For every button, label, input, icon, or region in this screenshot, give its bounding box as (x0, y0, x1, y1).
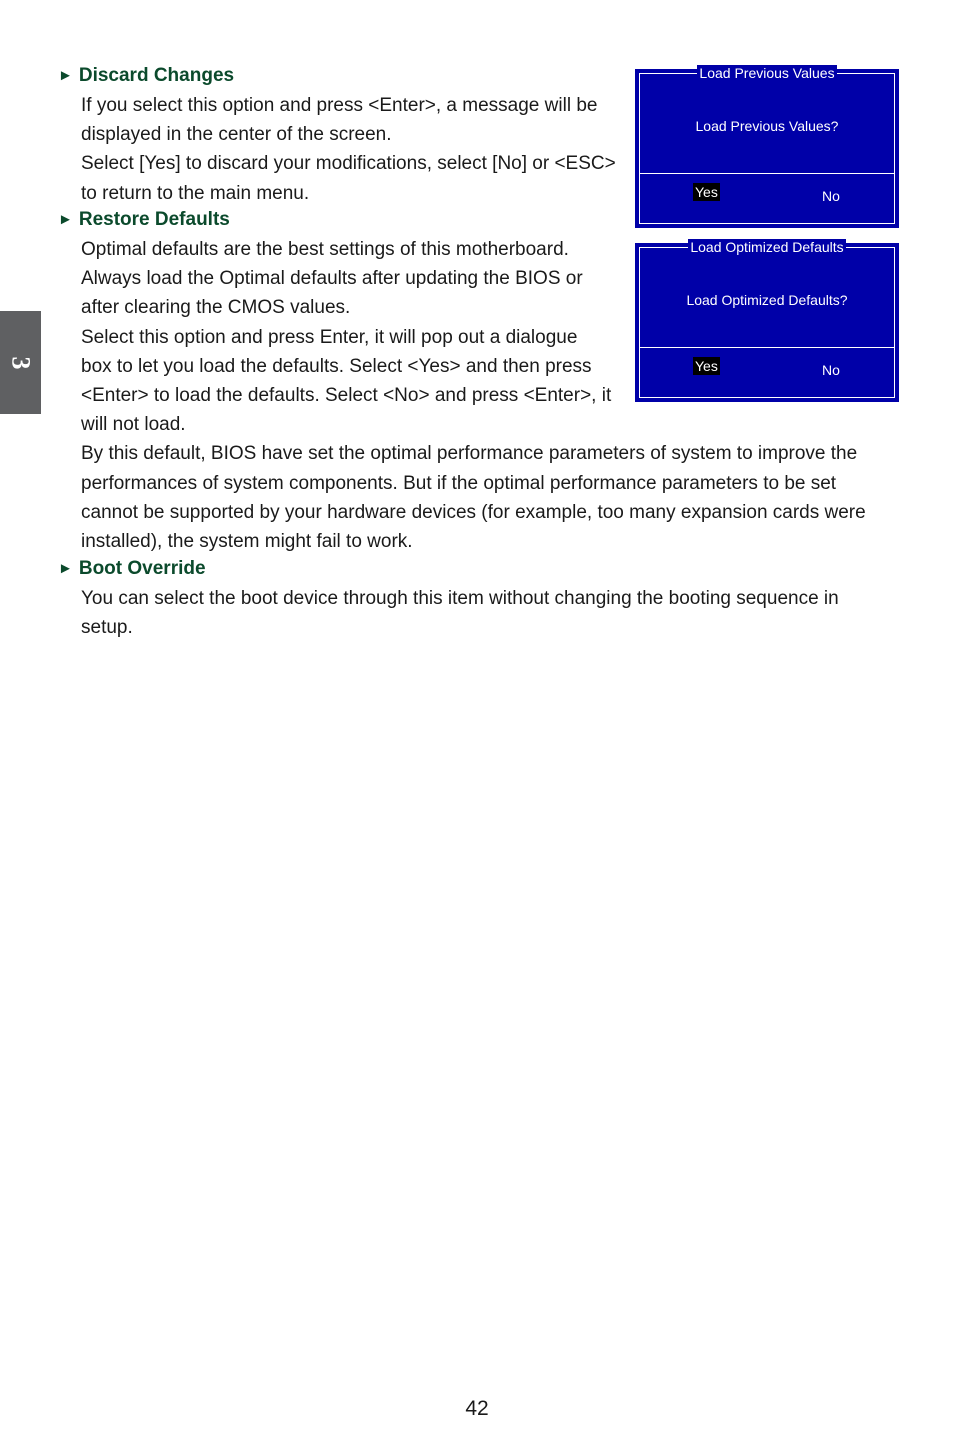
dialog-message: Load Previous Values? (695, 118, 839, 134)
dialog-divider (640, 347, 894, 348)
text-line: By this default, BIOS have set the optimal performance parameters of system to improve the (81, 443, 858, 465)
dialog-load-optimized-defaults (635, 239, 899, 402)
text-line: You can select the boot device through this item without changing the booting sequence in (81, 588, 839, 609)
dialog-divider (640, 173, 894, 174)
triangle-bullet-icon: ► (58, 211, 73, 228)
no-button[interactable]: No (822, 188, 840, 204)
yes-button[interactable]: Yes (695, 358, 718, 374)
text-line: will not load. (81, 414, 186, 436)
heading-text: Restore Defaults (78, 209, 230, 230)
dialog-message: Load Optimized Defaults? (686, 292, 848, 308)
triangle-bullet-icon: ► (58, 560, 73, 577)
text-line: If you select this option and press <Enter>, a message will be (81, 95, 598, 116)
text-line: installed), the system might fail to work. (81, 531, 413, 553)
heading-text: Boot Override (78, 558, 206, 579)
dialog-title: Load Previous Values (699, 65, 835, 81)
triangle-bullet-icon: ► (58, 67, 73, 84)
discard-changes-body (81, 91, 616, 208)
dialog-frame (639, 65, 895, 224)
text-line: performances of system components. But if the optimal performance parameters to be set (81, 472, 837, 494)
text-line: Always load the Optimal defaults after updating the BIOS or (81, 268, 583, 290)
heading-restore-defaults (58, 209, 230, 232)
chapter-tab (0, 311, 41, 414)
dialog-title: Load Optimized Defaults (690, 239, 844, 255)
heading-boot-override (58, 558, 206, 581)
page-number: 42 (465, 1397, 489, 1420)
text-line: Optimal defaults are the best settings of this motherboard. (81, 239, 569, 260)
dialog-frame (639, 239, 895, 398)
no-button[interactable]: No (822, 362, 840, 378)
text-line: Select [Yes] to discard your modifications, select [No] or <ESC> (81, 153, 616, 175)
text-line: to return to the main menu. (81, 182, 310, 204)
chapter-number: 3 (6, 356, 36, 369)
text-line: displayed in the center of the screen. (81, 124, 392, 146)
text-line: <Enter> to load the defaults. Select <No> and press <Enter>, it (81, 385, 612, 407)
text-line: cannot be supported by your hardware devices (for example, too many expansion cards were (81, 501, 866, 523)
text-line: after clearing the CMOS values. (81, 297, 351, 319)
text-line: box to let you load the defaults. Select <Yes> and then press (81, 355, 592, 377)
heading-text: Discard Changes (78, 65, 235, 86)
yes-button[interactable]: Yes (695, 184, 718, 200)
text-line: Select this option and press Enter, it will pop out a dialogue (81, 326, 578, 348)
dialog-load-previous-values (635, 65, 899, 228)
heading-discard-changes (58, 65, 234, 88)
boot-override-body (81, 584, 839, 642)
text-line: setup. (81, 617, 133, 639)
